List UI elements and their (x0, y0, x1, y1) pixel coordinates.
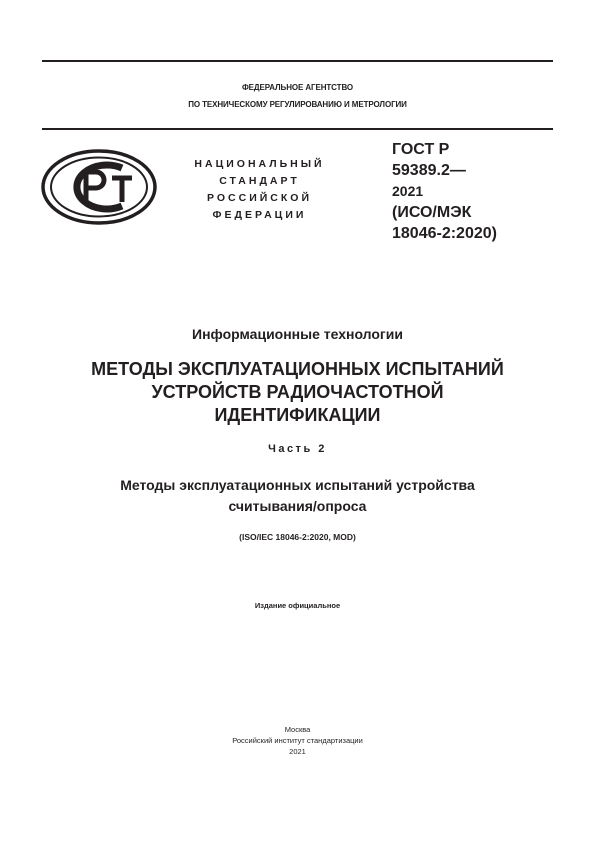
part-title-line-1: Методы эксплуатационных испытаний устройства (120, 477, 475, 493)
part-title-line-2: считывания/опроса (228, 498, 367, 514)
imprint (42, 724, 553, 757)
national-standard-line-4: ФЕДЕРАЦИИ (212, 209, 307, 221)
edition-label: Издание официальное (254, 601, 341, 610)
imprint-city: Москва (284, 725, 311, 734)
main-title (42, 358, 553, 427)
imprint-year: 2021 (289, 747, 306, 756)
national-standard-line-2: СТАНДАРТ (219, 175, 300, 187)
national-standard-line-3: РОССИЙСКОЙ (207, 192, 312, 204)
agency-line-1: ФЕДЕРАЛЬНОЕ АГЕНТСТВО (241, 83, 354, 92)
field-title: Информационные технологии (192, 326, 403, 342)
international-reference: (ISO/IEC 18046-2:2020, MOD) (239, 532, 356, 542)
main-title-line-1: МЕТОДЫ ЭКСПЛУАТАЦИОННЫХ ИСПЫТАНИЙ (91, 359, 504, 379)
designation-line-4: (ИСО/МЭК (392, 204, 472, 221)
top-rule (42, 60, 553, 62)
designation-line-5: 18046-2:2020) (392, 225, 497, 242)
designation-line-2: 59389.2— (392, 162, 466, 179)
main-title-line-3: ИДЕНТИФИКАЦИИ (214, 405, 381, 425)
designation-line-3: 2021 (392, 183, 424, 199)
part-title (42, 475, 553, 517)
national-standard-line-1: НАЦИОНАЛЬНЫЙ (194, 158, 325, 170)
part-number: Часть 2 (268, 443, 327, 455)
imprint-publisher: Российский институт стандартизации (232, 736, 363, 745)
main-title-line-2: УСТРОЙСТВ РАДИОЧАСТОТНОЙ (151, 382, 444, 402)
header-rule (42, 128, 553, 130)
rst-certification-logo-icon (40, 148, 158, 226)
national-standard-label (172, 156, 347, 224)
agency-line-2: ПО ТЕХНИЧЕСКОМУ РЕГУЛИРОВАНИЮ И МЕТРОЛОГИИ (188, 100, 407, 109)
designation-line-1: ГОСТ Р (392, 141, 450, 158)
standard-designation (392, 139, 562, 244)
